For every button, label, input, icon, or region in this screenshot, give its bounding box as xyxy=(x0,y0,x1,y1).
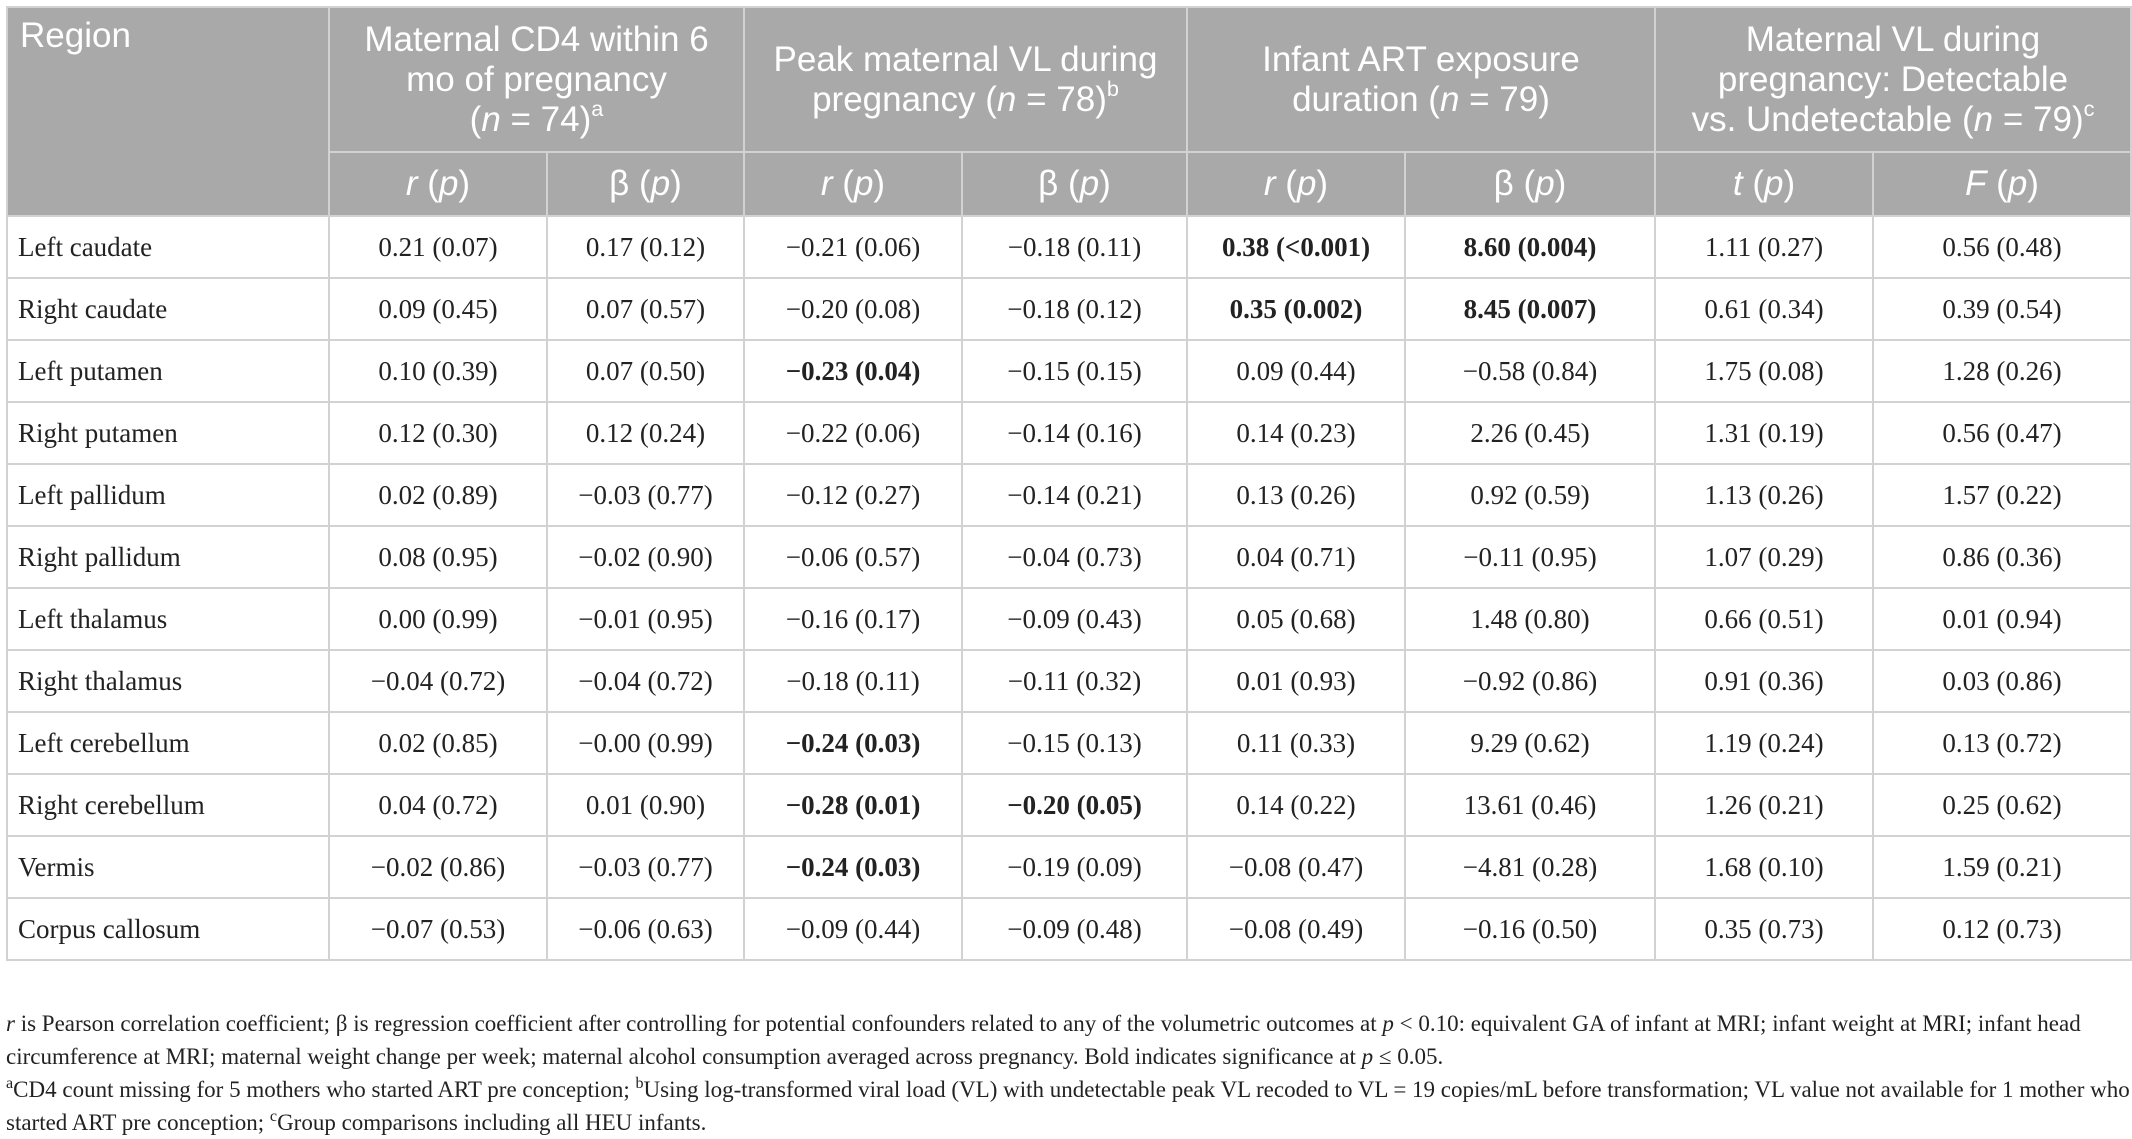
value-cell: −0.24 (0.03) xyxy=(744,712,962,774)
stat-paren: ) xyxy=(1783,164,1796,203)
footnote-abc xyxy=(6,1073,2130,1139)
value-cell: −0.03 (0.77) xyxy=(547,464,744,526)
value-cell: −0.08 (0.49) xyxy=(1187,898,1405,960)
footnote-marker: a xyxy=(6,1075,14,1093)
stat-header xyxy=(329,152,547,216)
group-header-line: vs. Undetectable ( xyxy=(1691,99,1974,139)
value-cell: −0.11 (0.95) xyxy=(1405,526,1655,588)
region-name-cell: Right putamen xyxy=(7,402,329,464)
value-cell: −0.01 (0.95) xyxy=(547,588,744,650)
group-header-line: pregnancy: Detectable xyxy=(1717,59,2069,99)
table-row xyxy=(7,216,2131,278)
value-cell: 0.01 (0.93) xyxy=(1187,650,1405,712)
value-cell: −0.16 (0.17) xyxy=(744,588,962,650)
value-cell: 0.66 (0.51) xyxy=(1655,588,1873,650)
value-cell: −0.92 (0.86) xyxy=(1405,650,1655,712)
stat-header xyxy=(547,152,744,216)
value-cell: 0.12 (0.73) xyxy=(1873,898,2131,960)
region-name-cell: Corpus callosum xyxy=(7,898,329,960)
footnote-marker: c xyxy=(269,1108,278,1126)
value-cell: −0.04 (0.72) xyxy=(329,650,547,712)
value-cell: −0.58 (0.84) xyxy=(1405,340,1655,402)
stat-paren: ) xyxy=(1316,164,1329,203)
value-cell: −0.23 (0.04) xyxy=(744,340,962,402)
value-cell: 0.14 (0.23) xyxy=(1187,402,1405,464)
value-cell: 1.13 (0.26) xyxy=(1655,464,1873,526)
value-cell: 0.56 (0.48) xyxy=(1873,216,2131,278)
value-cell: 0.38 (<0.001) xyxy=(1187,216,1405,278)
value-cell: 9.29 (0.62) xyxy=(1405,712,1655,774)
group-header-line: duration ( xyxy=(1292,79,1440,119)
p-symbol: p xyxy=(1079,164,1100,203)
p-symbol: p xyxy=(1382,1011,1394,1036)
value-cell: 0.39 (0.54) xyxy=(1873,278,2131,340)
footnote-text: ≤ 0.05. xyxy=(1373,1044,1444,1069)
p-symbol: p xyxy=(1535,164,1555,203)
value-cell: 0.05 (0.68) xyxy=(1187,588,1405,650)
stat-paren: ( xyxy=(832,164,854,203)
region-name-cell: Right thalamus xyxy=(7,650,329,712)
p-symbol: p xyxy=(1764,164,1784,203)
value-cell: 1.75 (0.08) xyxy=(1655,340,1873,402)
value-cell: −0.20 (0.05) xyxy=(962,774,1187,836)
value-cell: 1.11 (0.27) xyxy=(1655,216,1873,278)
footnote-main xyxy=(6,1007,2130,1073)
n-symbol: n xyxy=(996,79,1017,119)
value-cell: 2.26 (0.45) xyxy=(1405,402,1655,464)
value-cell: 0.08 (0.95) xyxy=(329,526,547,588)
value-cell: −0.28 (0.01) xyxy=(744,774,962,836)
region-name-cell: Right caudate xyxy=(7,278,329,340)
value-cell: −0.11 (0.32) xyxy=(962,650,1187,712)
n-symbol: n xyxy=(1973,99,1994,139)
value-cell: 0.12 (0.30) xyxy=(329,402,547,464)
value-cell: 0.07 (0.57) xyxy=(547,278,744,340)
group-header-line: Peak maternal VL during xyxy=(773,39,1158,79)
value-cell: −0.02 (0.86) xyxy=(329,836,547,898)
footnote-marker: b xyxy=(1106,75,1119,101)
value-cell: 0.07 (0.50) xyxy=(547,340,744,402)
table-row xyxy=(7,898,2131,960)
value-cell: −0.21 (0.06) xyxy=(744,216,962,278)
region-name-cell: Vermis xyxy=(7,836,329,898)
value-cell: −0.09 (0.44) xyxy=(744,898,962,960)
correlation-table xyxy=(6,6,2132,961)
value-cell: −0.04 (0.72) xyxy=(547,650,744,712)
value-cell: −0.09 (0.43) xyxy=(962,588,1187,650)
table-row xyxy=(7,774,2131,836)
value-cell: 0.35 (0.002) xyxy=(1187,278,1405,340)
value-cell: 0.25 (0.62) xyxy=(1873,774,2131,836)
value-cell: 0.13 (0.72) xyxy=(1873,712,2131,774)
p-symbol: p xyxy=(650,164,671,203)
stat-symbol: F xyxy=(1965,164,1987,203)
region-name-cell: Left putamen xyxy=(7,340,329,402)
value-cell: 0.00 (0.99) xyxy=(329,588,547,650)
stat-paren: ) xyxy=(2027,164,2039,203)
value-cell: 0.04 (0.72) xyxy=(329,774,547,836)
p-symbol: p xyxy=(438,164,459,203)
stat-symbol: r xyxy=(1263,164,1276,203)
region-name-cell: Left cerebellum xyxy=(7,712,329,774)
r-symbol: r xyxy=(6,1011,15,1036)
stat-header xyxy=(1187,152,1405,216)
table-row xyxy=(7,464,2131,526)
group-header-n-text: = 74) xyxy=(500,99,592,139)
value-cell: −0.06 (0.57) xyxy=(744,526,962,588)
value-cell: −0.18 (0.12) xyxy=(962,278,1187,340)
stat-symbol: r xyxy=(405,164,418,203)
value-cell: 13.61 (0.46) xyxy=(1405,774,1655,836)
value-cell: 8.45 (0.007) xyxy=(1405,278,1655,340)
stat-paren: ) xyxy=(458,164,471,203)
stat-symbol: β xyxy=(1493,164,1514,203)
value-cell: 0.02 (0.89) xyxy=(329,464,547,526)
value-cell: 0.11 (0.33) xyxy=(1187,712,1405,774)
region-header-label: Region xyxy=(20,16,131,55)
value-cell: 0.91 (0.36) xyxy=(1655,650,1873,712)
value-cell: −0.14 (0.16) xyxy=(962,402,1187,464)
value-cell: 0.01 (0.94) xyxy=(1873,588,2131,650)
footnote-text: < 0.10: equivalent GA of infant at MRI; infant weight at MRI; infant head circumference at MRI; maternal weight change per week; maternal alcohol consumption averaged across pregnancy. Bold indicates significance at xyxy=(6,1011,2081,1069)
group-header-line: pregnancy ( xyxy=(812,79,997,119)
region-name-cell: Left pallidum xyxy=(7,464,329,526)
table-row xyxy=(7,712,2131,774)
p-symbol: p xyxy=(853,164,874,203)
value-cell: 0.14 (0.22) xyxy=(1187,774,1405,836)
stat-symbol: r xyxy=(820,164,833,203)
value-cell: 0.61 (0.34) xyxy=(1655,278,1873,340)
group-header-peak-vl xyxy=(744,7,1187,152)
group-header-n-text: = 79) xyxy=(1459,79,1550,119)
stat-paren: ) xyxy=(873,164,886,203)
value-cell: −0.20 (0.08) xyxy=(744,278,962,340)
p-symbol: p xyxy=(1361,1044,1374,1069)
stat-paren: ( xyxy=(1058,164,1080,203)
group-header-vl-detectable xyxy=(1655,7,2131,152)
stat-symbol: t xyxy=(1732,164,1743,203)
group-header-line: Maternal CD4 within 6 xyxy=(364,19,709,59)
group-header-art-duration xyxy=(1187,7,1655,152)
stat-header xyxy=(1655,152,1873,216)
footnote-text: Using log-transformed viral load (VL) with undetectable peak VL recoded to VL = 19 copies/mL before transformation; VL value not available for 1 mother who started ART pre conception; xyxy=(6,1077,2130,1135)
p-symbol: p xyxy=(1296,164,1317,203)
value-cell: −0.18 (0.11) xyxy=(744,650,962,712)
value-cell: 0.56 (0.47) xyxy=(1873,402,2131,464)
stat-header xyxy=(962,152,1187,216)
header-row-groups xyxy=(7,7,2131,152)
value-cell: 1.57 (0.22) xyxy=(1873,464,2131,526)
stat-paren: ( xyxy=(629,164,651,203)
value-cell: 1.19 (0.24) xyxy=(1655,712,1873,774)
value-cell: −0.00 (0.99) xyxy=(547,712,744,774)
footnote-text: CD4 count missing for 5 mothers who started ART pre conception; xyxy=(13,1077,636,1102)
value-cell: −0.08 (0.47) xyxy=(1187,836,1405,898)
value-cell: −0.09 (0.48) xyxy=(962,898,1187,960)
group-header-n-text: ( xyxy=(469,99,482,139)
value-cell: 1.07 (0.29) xyxy=(1655,526,1873,588)
value-cell: −0.14 (0.21) xyxy=(962,464,1187,526)
stat-paren: ( xyxy=(1742,164,1764,203)
value-cell: 0.17 (0.12) xyxy=(547,216,744,278)
value-cell: −0.24 (0.03) xyxy=(744,836,962,898)
value-cell: −0.15 (0.15) xyxy=(962,340,1187,402)
region-name-cell: Left caudate xyxy=(7,216,329,278)
region-name-cell: Left thalamus xyxy=(7,588,329,650)
value-cell: 1.26 (0.21) xyxy=(1655,774,1873,836)
value-cell: 0.86 (0.36) xyxy=(1873,526,2131,588)
value-cell: −0.16 (0.50) xyxy=(1405,898,1655,960)
stat-header xyxy=(1405,152,1655,216)
value-cell: 0.02 (0.85) xyxy=(329,712,547,774)
stat-symbol: β xyxy=(609,164,630,203)
group-header-line: mo of pregnancy xyxy=(406,59,667,99)
value-cell: 1.48 (0.80) xyxy=(1405,588,1655,650)
value-cell: 0.03 (0.86) xyxy=(1873,650,2131,712)
table-row xyxy=(7,588,2131,650)
value-cell: 0.21 (0.07) xyxy=(329,216,547,278)
value-cell: −4.81 (0.28) xyxy=(1405,836,1655,898)
stat-header xyxy=(744,152,962,216)
stat-paren: ( xyxy=(1275,164,1297,203)
value-cell: 0.09 (0.45) xyxy=(329,278,547,340)
group-header-n-text: = 78) xyxy=(1016,79,1107,119)
n-symbol: n xyxy=(1439,79,1460,119)
value-cell: 1.68 (0.10) xyxy=(1655,836,1873,898)
value-cell: −0.04 (0.73) xyxy=(962,526,1187,588)
value-cell: −0.15 (0.13) xyxy=(962,712,1187,774)
stat-symbol: β xyxy=(1038,164,1059,203)
stat-paren: ( xyxy=(417,164,439,203)
region-header xyxy=(7,7,329,216)
table-body xyxy=(7,216,2131,960)
stat-paren: ( xyxy=(1513,164,1536,203)
footnote-marker: c xyxy=(2083,95,2095,121)
table-footnotes xyxy=(6,1007,2130,1139)
value-cell: 0.01 (0.90) xyxy=(547,774,744,836)
value-cell: 0.13 (0.26) xyxy=(1187,464,1405,526)
value-cell: 1.59 (0.21) xyxy=(1873,836,2131,898)
value-cell: 0.04 (0.71) xyxy=(1187,526,1405,588)
stat-paren: ) xyxy=(1554,164,1567,203)
value-cell: −0.18 (0.11) xyxy=(962,216,1187,278)
table-row xyxy=(7,836,2131,898)
table-row xyxy=(7,340,2131,402)
region-name-cell: Right pallidum xyxy=(7,526,329,588)
stat-paren: ) xyxy=(670,164,682,203)
value-cell: −0.03 (0.77) xyxy=(547,836,744,898)
value-cell: −0.22 (0.06) xyxy=(744,402,962,464)
value-cell: 0.35 (0.73) xyxy=(1655,898,1873,960)
value-cell: 1.28 (0.26) xyxy=(1873,340,2131,402)
group-header-n-text: = 79) xyxy=(1993,99,2084,139)
value-cell: 0.92 (0.59) xyxy=(1405,464,1655,526)
value-cell: 0.09 (0.44) xyxy=(1187,340,1405,402)
stat-header xyxy=(1873,152,2131,216)
value-cell: 0.12 (0.24) xyxy=(547,402,744,464)
p-symbol: p xyxy=(2007,164,2028,203)
group-header-line: Maternal VL during xyxy=(1745,19,2041,59)
footnote-text: Group comparisons including all HEU infants. xyxy=(277,1110,707,1135)
value-cell: −0.19 (0.09) xyxy=(962,836,1187,898)
footnote-text: is Pearson correlation coefficient; β is regression coefficient after controlling for potential confounders related to any of the volumetric outcomes at xyxy=(14,1011,1383,1036)
value-cell: 8.60 (0.004) xyxy=(1405,216,1655,278)
table-row xyxy=(7,650,2131,712)
region-name-cell: Right cerebellum xyxy=(7,774,329,836)
footnote-marker: b xyxy=(635,1075,644,1093)
value-cell: −0.07 (0.53) xyxy=(329,898,547,960)
stat-paren: ( xyxy=(1986,164,2008,203)
value-cell: −0.12 (0.27) xyxy=(744,464,962,526)
value-cell: 1.31 (0.19) xyxy=(1655,402,1873,464)
table-row xyxy=(7,278,2131,340)
value-cell: −0.02 (0.90) xyxy=(547,526,744,588)
footnote-marker: a xyxy=(591,95,604,121)
n-symbol: n xyxy=(481,99,501,139)
group-header-cd4 xyxy=(329,7,744,152)
value-cell: 0.10 (0.39) xyxy=(329,340,547,402)
stat-paren: ) xyxy=(1099,164,1111,203)
table-row xyxy=(7,402,2131,464)
value-cell: −0.06 (0.63) xyxy=(547,898,744,960)
group-header-line: Infant ART exposure xyxy=(1262,39,1580,79)
table-row xyxy=(7,526,2131,588)
